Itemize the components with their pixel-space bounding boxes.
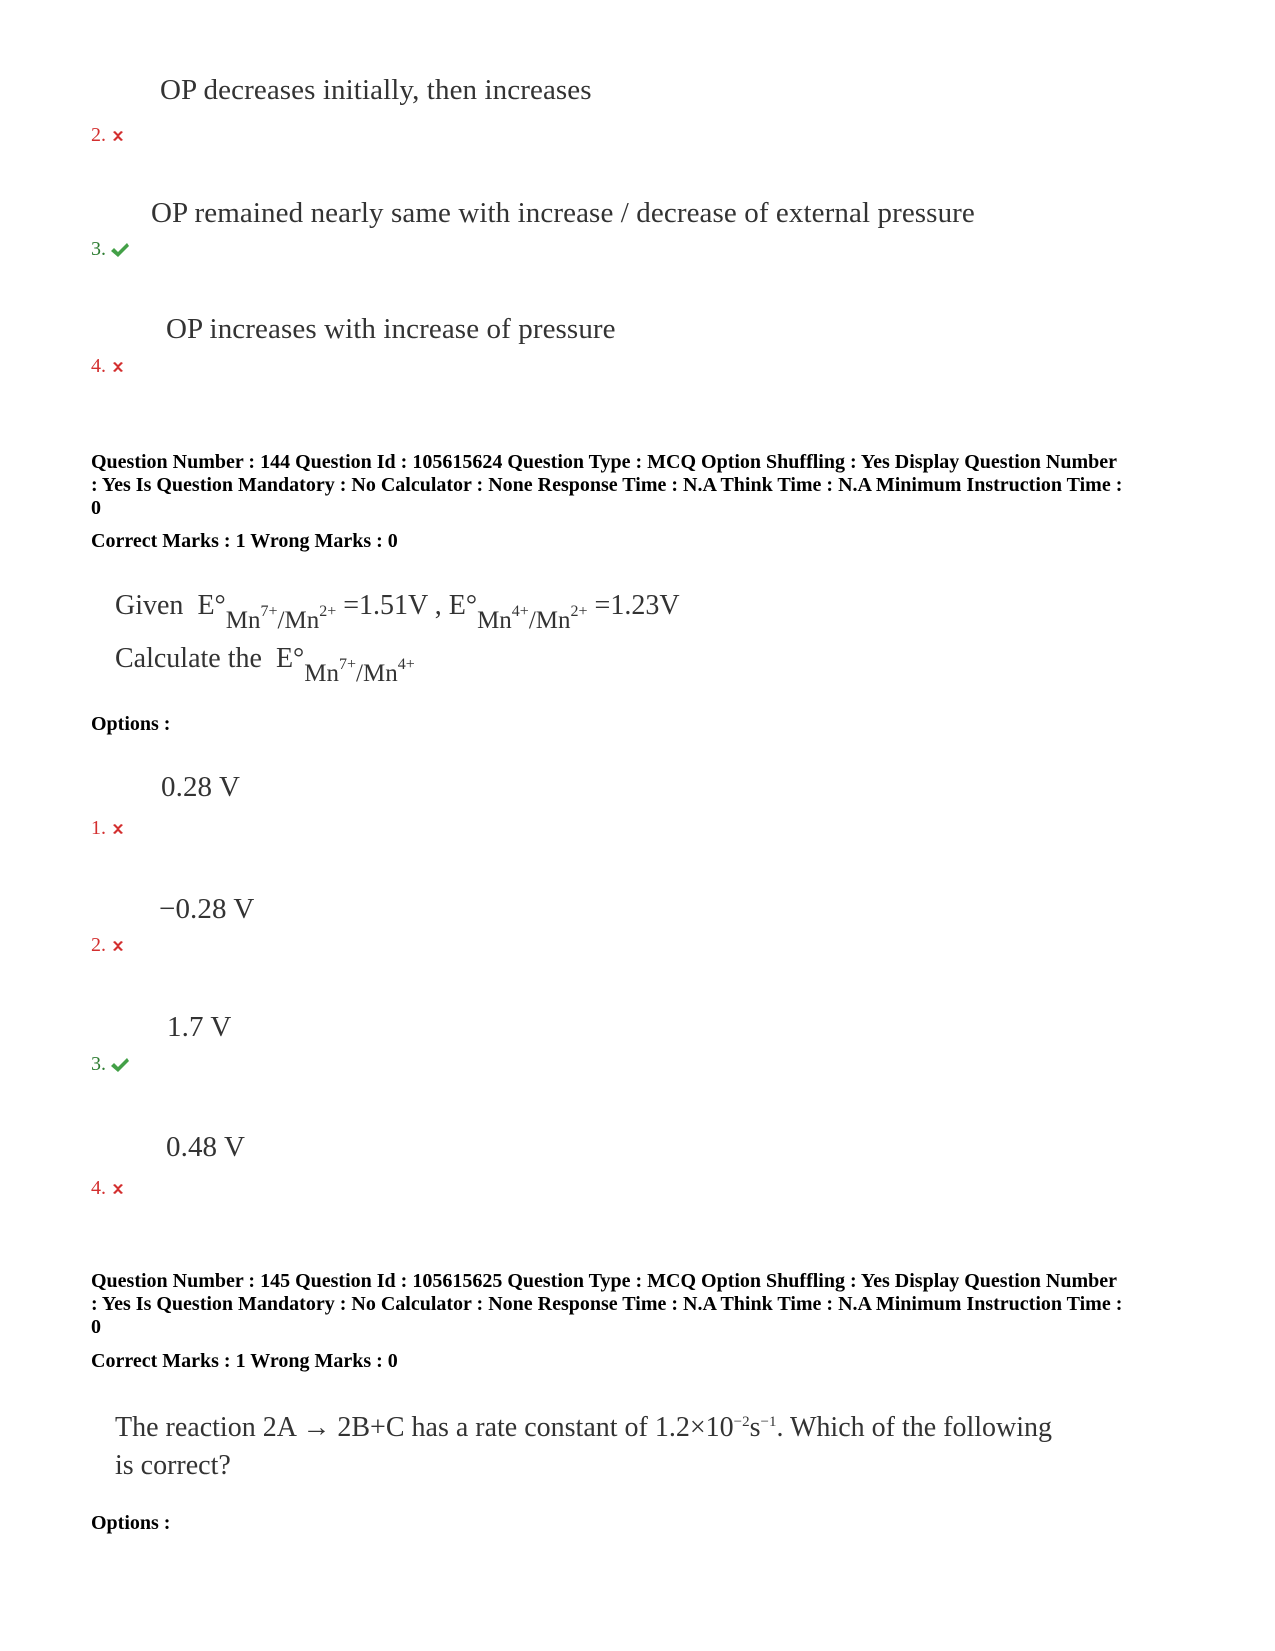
sub-text: Mn [304, 660, 339, 687]
q144-option-3-number [91, 1053, 130, 1076]
sup-text: 4+ [397, 656, 415, 673]
q145-text-part1: The reaction 2A → 2B+C has a rate constant of 1.2×10 [115, 1412, 734, 1443]
q145-meta-line2: : Yes Is Question Mandatory : No Calculator : None Response Time : N.A Think Time : N.A Minimum Instruction Time : [91, 1293, 1123, 1315]
option-number: 4. [91, 355, 106, 377]
subscript-mn7-mn2 [225, 603, 337, 634]
sub-text: Mn [477, 607, 512, 634]
q145-exp1: −2 [733, 1414, 750, 1430]
q144-meta-line2: : Yes Is Question Mandatory : No Calculator : None Response Time : N.A Think Time : N.A Minimum Instruction Time : [91, 474, 1123, 496]
q145-marks: Correct Marks : 1 Wrong Marks : 0 [91, 1350, 398, 1372]
q144-question-line1 [115, 590, 680, 634]
prev-option-4-text: OP increases with increase of pressure [166, 313, 616, 345]
q144-option-3-text: 1.7 V [167, 1011, 232, 1043]
sup-text: 2+ [570, 603, 588, 620]
prev-option-2-number [91, 124, 126, 147]
option-number: 2. [91, 934, 106, 956]
check-icon [110, 1056, 130, 1074]
prev-option-3-text: OP remained nearly same with increase / decrease of external pressure [151, 197, 975, 229]
q144-option-1-number [91, 817, 126, 840]
q144-option-2-text: −0.28 V [159, 893, 255, 925]
q144-meta-line1: Question Number : 144 Question Id : 105615624 Question Type : MCQ Option Shuffling : Yes Display Question Number [91, 451, 1118, 473]
prev-option-3-number [91, 238, 130, 261]
q144-question-line2 [115, 643, 415, 687]
q144-meta [91, 451, 1201, 520]
value-2: =1.23V [594, 590, 680, 621]
q145-meta-line3: 0 [91, 1316, 101, 1338]
sub-text: /Mn [277, 607, 320, 634]
e-standard-symbol: E° [197, 590, 226, 621]
prev-option-4-number [91, 355, 126, 378]
cross-icon [110, 938, 126, 954]
cross-icon [110, 359, 126, 375]
check-icon [110, 241, 130, 259]
given-label: Given [115, 590, 184, 621]
q144-option-2-number [91, 934, 126, 957]
cross-icon [110, 128, 126, 144]
sub-text: /Mn [528, 607, 571, 634]
q144-option-4-text: 0.48 V [166, 1131, 246, 1163]
sup-text: 2+ [319, 603, 337, 620]
option-number: 1. [91, 817, 106, 839]
subscript-mn4-mn2 [477, 603, 588, 634]
e-standard-symbol: E° [448, 590, 478, 621]
sup-text: 7+ [338, 656, 357, 673]
sub-text: /Mn [356, 660, 398, 687]
value-1: =1.51V , [343, 590, 442, 621]
q145-meta [91, 1270, 1201, 1339]
sup-text: 4+ [511, 603, 529, 620]
q144-options-label: Options : [91, 713, 171, 735]
cross-icon [110, 1181, 126, 1197]
q144-marks: Correct Marks : 1 Wrong Marks : 0 [91, 530, 398, 552]
option-number: 3. [91, 1053, 106, 1075]
q145-exp2: −1 [760, 1414, 777, 1430]
sub-text: Mn [225, 607, 261, 634]
q145-text-part2: s [749, 1412, 761, 1443]
q144-option-1-text: 0.28 V [161, 771, 241, 803]
e-standard-symbol: E° [275, 643, 305, 674]
q145-question-line1 [115, 1412, 1052, 1444]
q145-text-part3: . Which of the following [776, 1412, 1053, 1443]
q144-meta-line3: 0 [91, 497, 101, 519]
prev-option-2-text: OP decreases initially, then increases [160, 74, 592, 106]
q144-option-4-number [91, 1177, 126, 1200]
option-number: 4. [91, 1177, 106, 1199]
option-number: 3. [91, 238, 106, 260]
option-number: 2. [91, 124, 106, 146]
calculate-label: Calculate the [115, 643, 262, 674]
q145-meta-line1: Question Number : 145 Question Id : 105615625 Question Type : MCQ Option Shuffling : Yes Display Question Number [91, 1270, 1118, 1292]
sup-text: 7+ [260, 603, 278, 620]
q145-question-line2: is correct? [115, 1450, 231, 1481]
subscript-mn7-mn4 [304, 656, 415, 687]
cross-icon [110, 821, 126, 837]
q145-options-label: Options : [91, 1512, 171, 1534]
